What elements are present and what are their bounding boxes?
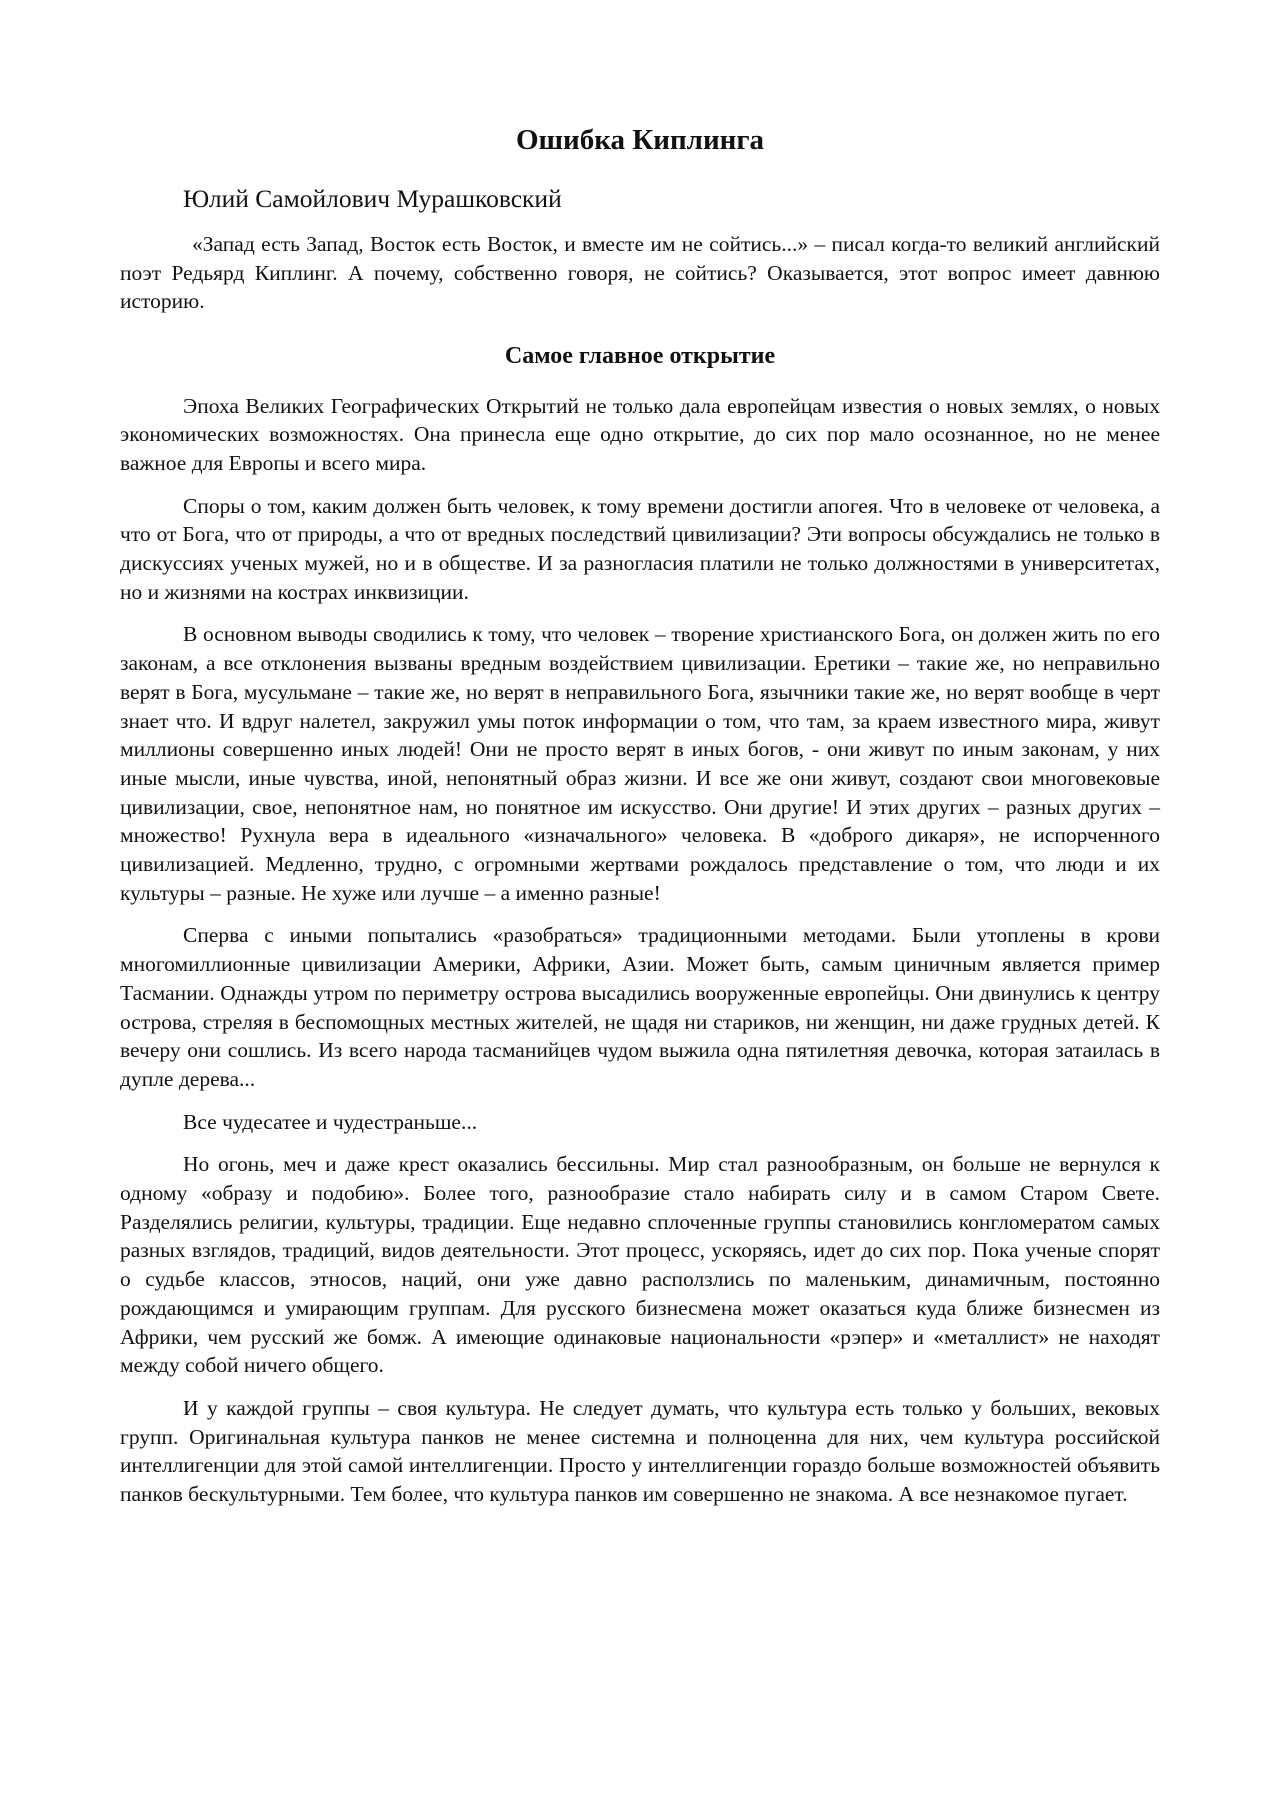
body-paragraph: И у каждой группы – своя культура. Не следует думать, что культура есть только у больших, вековых групп. Оригинальная культура панков не менее системна и полноценна для них, чем культура российской интеллигенции для этой самой интеллигенции. Просто у интеллигенции гораздо больше возможностей объявить панков бескультурными. Тем более, что культура панков им совершенно не знакома. А все незнакомое пугает. xyxy=(120,1396,1160,1507)
document-title: Ошибка Киплинга xyxy=(515,124,765,156)
body-paragraph: Эпоха Великих Географических Открытий не только дала европейцам известия о новых землях, о новых экономических возможностях. Она принесла еще одно открытие, до сих пор мало осознанное, но не менее важное для Европы и всего мира. xyxy=(120,393,1160,475)
author-name: Юлий Самойлович Мурашковский xyxy=(183,184,562,213)
body-paragraph: Сперва с иными попытались «разобраться» традиционными методами. Были утоплены в крови многомиллионные цивилизации Америки, Африки, Азии. Может быть, самым циничным является пример Тасмании. Однажды утром по периметру острова высадились вооруженные европейцы. Они двинулись к центру острова, стреляя в беспомощных местных жителей, не щадя ни стариков, ни женщин, ни даже грудных детей. К вечеру они сошлись. Из всего народа тасманийцев чудом выжила одна пятилетняя девочка, которая затаилась в дупле дерева... xyxy=(120,923,1160,1091)
body-paragraph: Но огонь, меч и даже крест оказались бессильны. Мир стал разнообразным, он больше не вернулся к одному «образу и подобию». Более того, разнообразие стало набирать силу и в самом Старом Свете. Разделялись религии, культуры, традиции. Еще недавно сплоченные группы становились конгломератом самых разных взглядов, традиций, видов деятельности. Этот процесс, ускоряясь, идет до сих пор. Пока ученые спорят о судьбе классов, этносов, наций, они уже давно расползлись по маленьким, динамичным, постоянно рождающимся и умирающим группам. Для русского бизнесмена может оказаться куда ближе бизнесмен из Африки, чем русский же бомж. А имеющие одинаковые национальности «рэпер» и «металлист» не находят между собой ничего общего. xyxy=(120,1152,1160,1378)
body-paragraph: Споры о том, каким должен быть человек, к тому времени достигли апогея. Что в человеке от человека, а что от Бога, что от природы, а что от вредных последствий цивилизации? Эти вопросы обсуждались не только в дискуссиях ученых мужей, но и в обществе. И за разногласия платили не только должностями в университетах, но и жизнями на кострах инквизиции. xyxy=(120,493,1160,604)
body-paragraph: Все чудесатее и чудестраньше... xyxy=(183,1109,478,1134)
section-heading: Самое главное открытие xyxy=(504,342,776,369)
body-paragraph: В основном выводы сводились к тому, что человек – творение христианского Бога, он должен жить по его законам, а все отклонения вызваны вредным воздействием цивилизации. Еретики – такие же, но неправильно верят в Бога, мусульмане – такие же, но верят в неправильного Бога, язычники такие же, но верят вообще в черт знает что. И вдруг налетел, закружил умы поток информации о том, что там, за краем известного мира, живут миллионы совершенно иных людей! Они не просто верят в иных богов, - они живут по иным законам, у них иные мысли, иные чувства, иной, непонятный образ жизни. И все же они живут, создают свои многовековые цивилизации, свое, непонятное нам, но понятное им искусство. Они другие! И этих других – разных других – множество! Рухнула вера в идеального «изначального» человека. В «доброго дикаря», не испорченного цивилизацией. Медленно, трудно, с огромными жертвами рождалось представление о том, что люди и их культуры – разные. Не хуже или лучше – а именно разные! xyxy=(120,622,1160,905)
document-page xyxy=(120,118,1160,1509)
intro-paragraph: «Запад есть Запад, Восток есть Восток, и вместе им не сойтись...» – писал когда-то великий английский поэт Редьярд Киплинг. А почему, собственно говоря, не сойтись? Оказывается, этот вопрос имеет давнюю историю. xyxy=(120,232,1160,313)
